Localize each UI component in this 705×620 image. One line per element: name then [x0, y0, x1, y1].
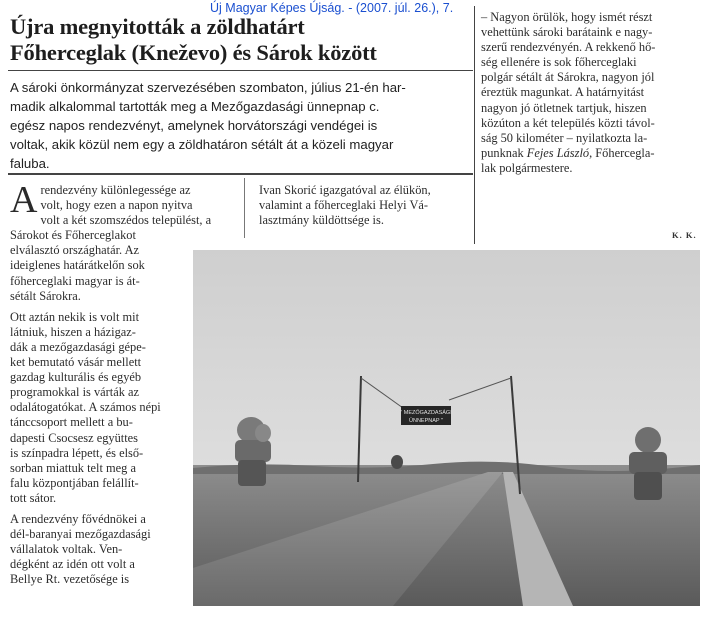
lead-line: madik alkalommal tartották meg a Mezőgazdasági ünnepnap c.: [10, 99, 380, 114]
text-line: sétált Sárokra.: [10, 288, 81, 303]
text-line: látniuk, hiszen a házigaz-: [10, 324, 136, 339]
text-line: dapesti Csocsesz együttes: [10, 430, 139, 445]
text-line: valamint a főherceglaki Helyi Vá-: [259, 198, 429, 213]
text-line: dégként az idén ott volt a: [10, 557, 135, 572]
text-line: tott sátor.: [10, 490, 57, 505]
headline-rule: [8, 70, 473, 71]
lead-paragraph: [10, 78, 472, 173]
column-divider-2: [244, 178, 245, 238]
text-line: szerű rendezvényén. A rekkenő hő-: [481, 40, 656, 55]
column-divider: [474, 6, 475, 244]
col1-paragraph-2: [10, 310, 190, 506]
text-line: volt a két szomszédos települést, a: [40, 213, 212, 228]
headline-line-2: Főherceglak (Kneževo) és Sárok között: [10, 40, 377, 65]
text-run: , Főhercegla-: [589, 145, 655, 160]
text-line: nagyon jó ötletnek tartjuk, hiszen: [481, 100, 647, 115]
text-line: tánccsoport mellett a bu-: [10, 415, 133, 430]
text-line: programokkal is várták az: [10, 385, 140, 400]
lead-line: egész napos rendezvényt, amelynek horvátországi vendégei is: [10, 118, 378, 133]
lead-line: faluba.: [10, 156, 50, 171]
text-line: volt, hogy ezen a napon nyitva: [40, 198, 193, 213]
text-line: lasztmány küldöttsége is.: [259, 213, 384, 228]
text-line: rendezvény különlegessége az: [40, 183, 191, 197]
text-line: sorban miattuk telt meg a: [10, 460, 136, 475]
text-line: lak polgármestere.: [481, 160, 573, 175]
text-line: [481, 146, 699, 161]
col1-paragraph-3: [10, 512, 190, 587]
text-line: dél-baranyai mezőgazdasági: [10, 527, 151, 542]
column-2: [259, 183, 471, 228]
source-line: Új Magyar Képes Újság. - (2007. júl. 26.), 7.: [210, 1, 454, 15]
text-line: elválasztó országhatár. Az: [10, 243, 140, 258]
text-line: Bellye Rt. vezetősége is: [10, 572, 130, 587]
text-line: A rendezvény fővédnökei a: [10, 511, 146, 526]
col1-paragraph-1: [10, 179, 212, 304]
text-line: odalátogatókat. A számos népi: [10, 400, 161, 415]
left-hay-figure: [235, 417, 271, 486]
text-line: ket bemutató vásár mellett: [10, 355, 142, 370]
author-signature: K. K.: [672, 230, 697, 240]
text-run: punknak: [481, 145, 527, 160]
lead-line: voltak, akik közül nem egy a zöldhatáron sétált át a közeli magyar: [10, 137, 394, 152]
text-line: Ivan Skorić igazgatóval az élükön,: [259, 183, 431, 197]
text-line: ség ellenére is sok főherceglaki: [481, 55, 637, 70]
text-line: falu központjában felállít-: [10, 475, 139, 490]
photo-scene: [193, 250, 700, 606]
lead-rule: [8, 173, 473, 175]
text-line: vehettünk sároki barátaink e nagy-: [481, 25, 653, 40]
banner-text-2: ÜNNEPNAP ": [409, 418, 443, 424]
text-line: gazdag kulturális és egyéb: [10, 370, 142, 385]
text-line: Sárokot és Főherceglakot: [10, 228, 136, 243]
tree: [391, 455, 403, 469]
text-line: Ott aztán nekik is volt mit: [10, 309, 140, 324]
headline-line-1: Újra megnyitották a zöldhatárt: [10, 14, 305, 39]
banner-text-1: " MEZŐGAZDASÁGI: [400, 410, 452, 416]
column-3: [481, 10, 699, 176]
text-line: – Nagyon örülök, hogy ismét részt: [481, 10, 653, 24]
border-crossing-photo: [193, 250, 700, 606]
column-1: [10, 179, 212, 593]
drop-cap: A: [10, 179, 38, 221]
text-line: dák a mezőgazdasági gépe-: [10, 339, 146, 354]
text-line: főherceglaki magyar is át-: [10, 273, 140, 288]
text-line: is színpadra lépett, és első-: [10, 445, 144, 460]
text-line: közúton a két település közti távol-: [481, 115, 655, 130]
lead-line: A sároki önkormányzat szervezésében szombaton, július 21-én har-: [10, 80, 406, 95]
text-line: ság 50 kilométer – nyilatkozta la-: [481, 130, 648, 145]
text-line: vállalatok voltak. Ven-: [10, 542, 123, 557]
article-headline: [10, 14, 475, 66]
text-line: polgár sétált át Sárokra, nagyon jól: [481, 70, 655, 85]
mayor-name: Fejes László: [526, 145, 590, 160]
text-line: ideiglenes határátkelőn sok: [10, 258, 145, 273]
text-line: éreztük magunkat. A határnyitást: [481, 85, 645, 100]
